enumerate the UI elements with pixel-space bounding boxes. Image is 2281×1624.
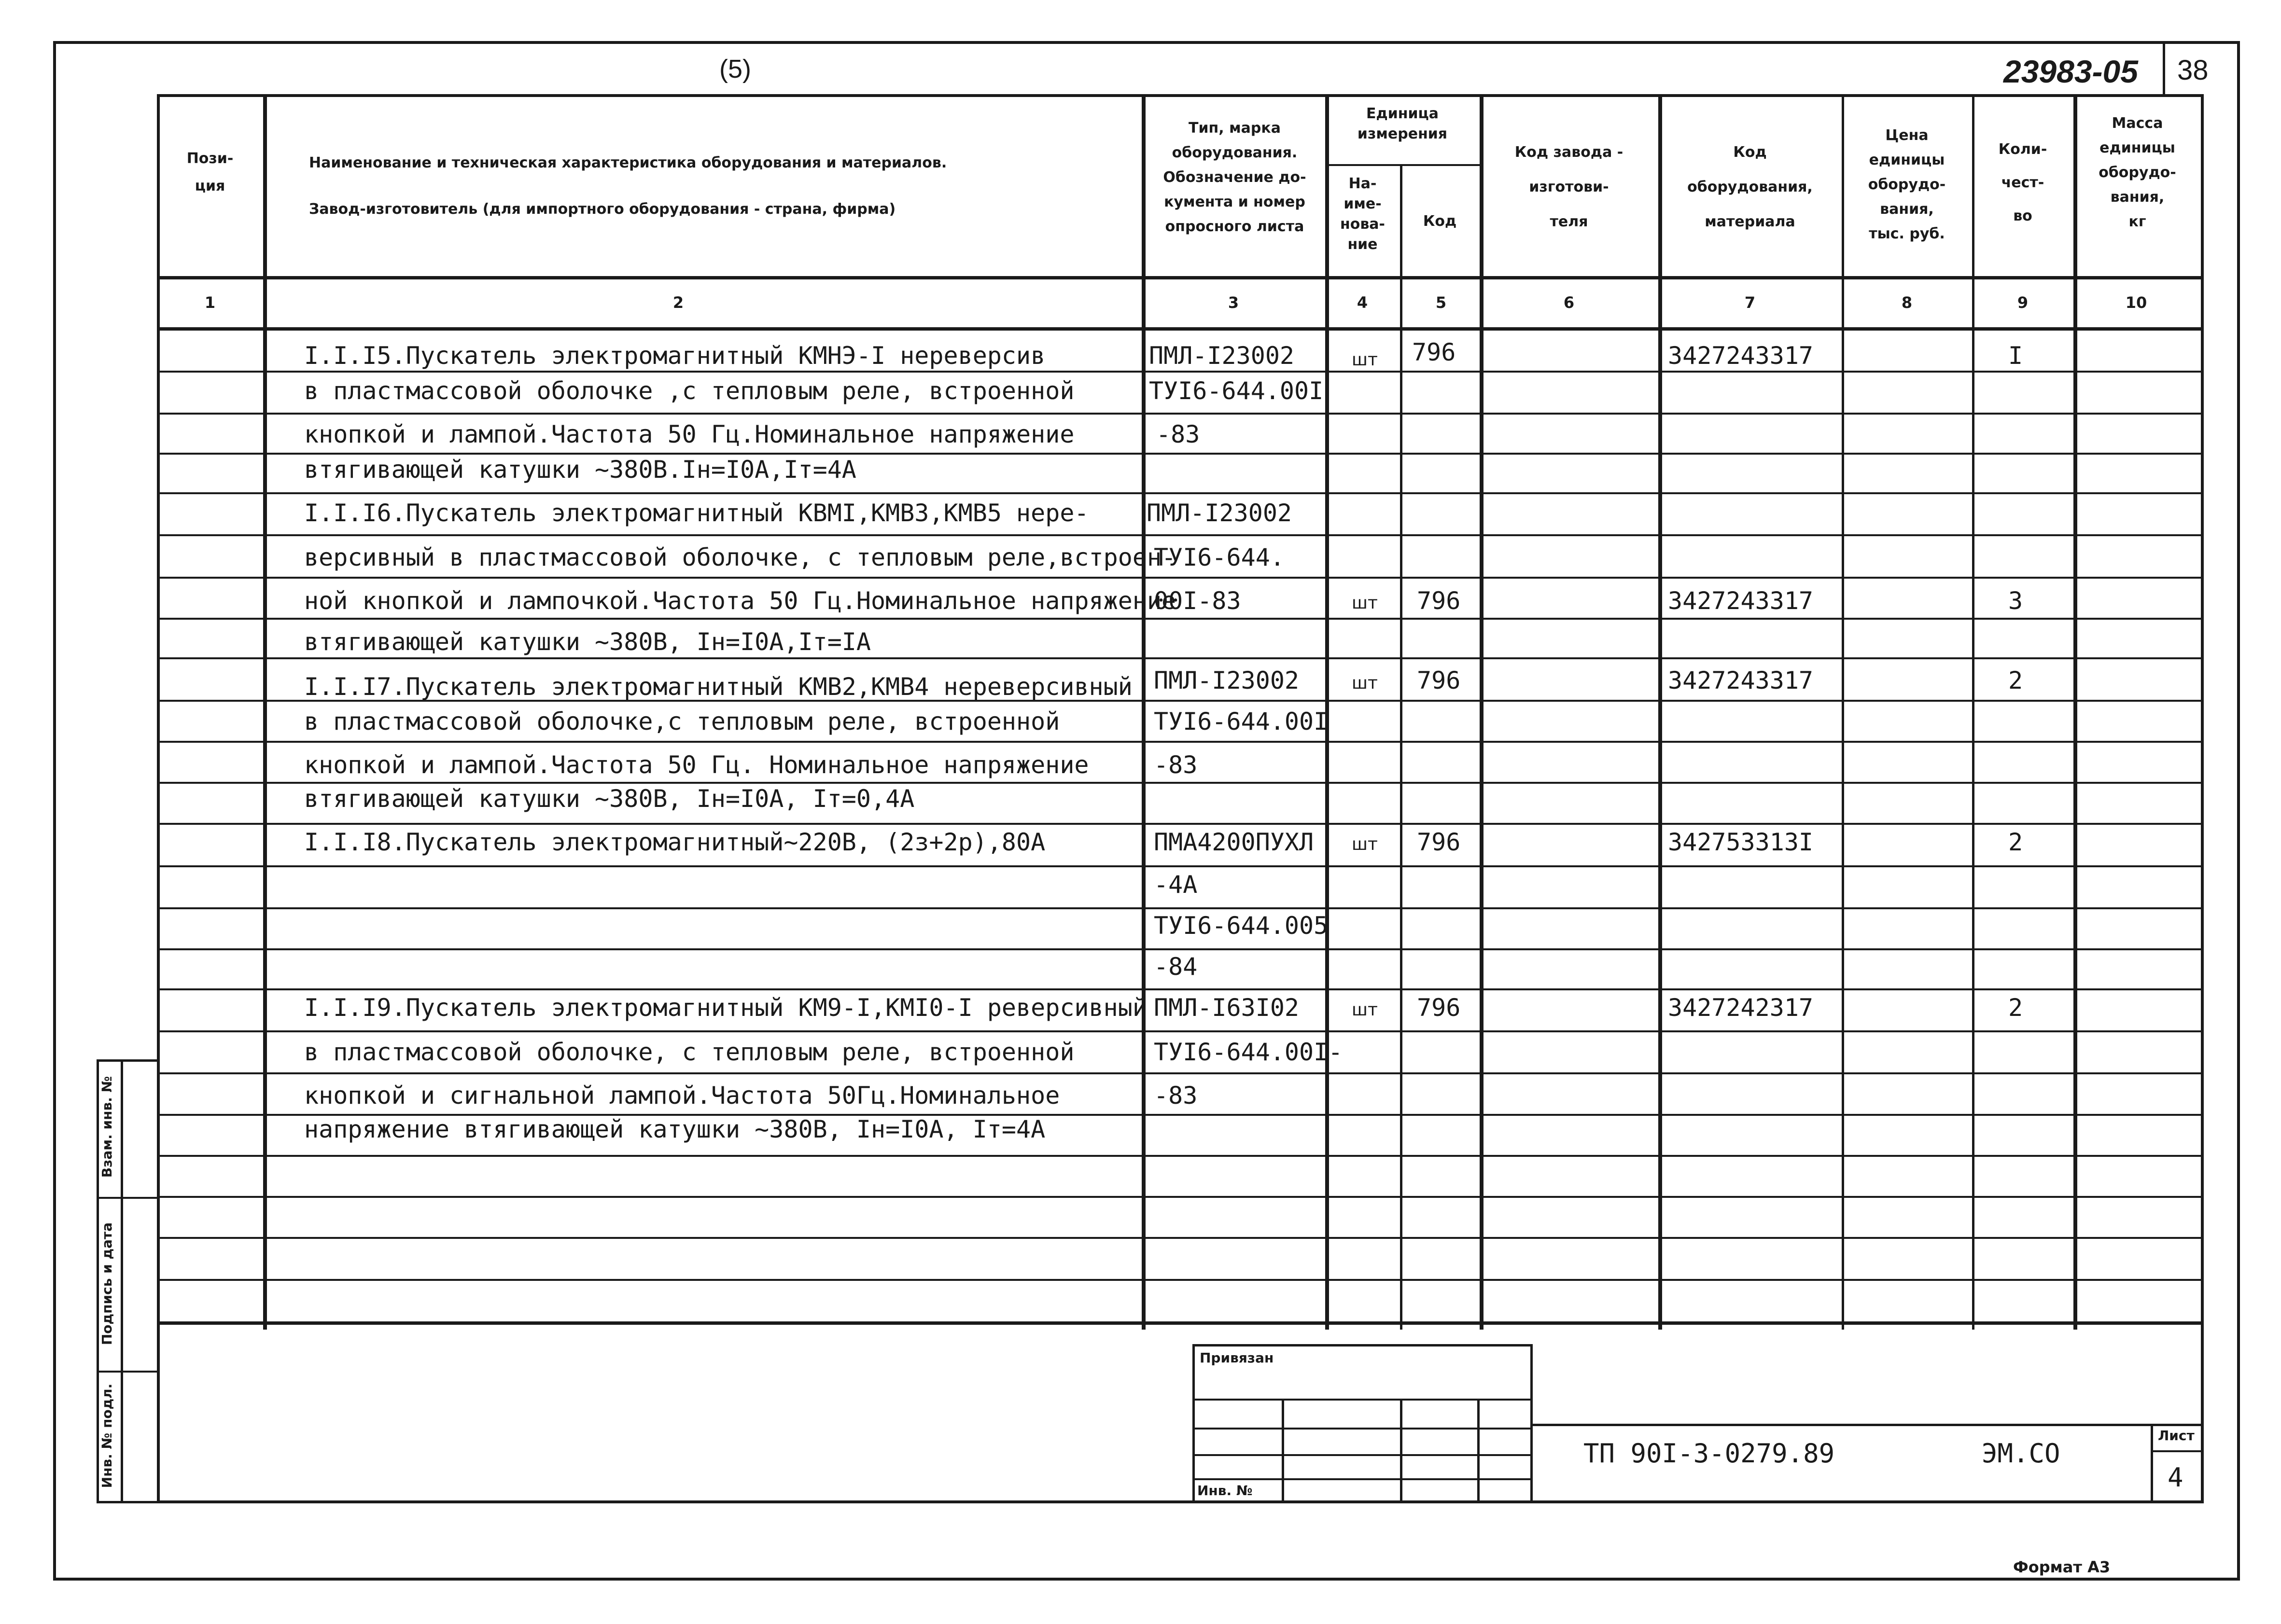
item-unit: шт [1352,673,1378,693]
row-line [157,988,2204,990]
col-number-5: 5 [1435,293,1447,312]
item-name-line: кнопкой и лампой.Частота 50 Гц. Номинальное напряжение [304,751,1089,779]
col-header-type: Тип, марка оборудования. Обозначение до- кумента и номер опросного листа [1163,120,1306,235]
row-line [157,534,2204,536]
item-name-line: кнопкой и сигнальной лампой.Частота 50Гц.Номинальное [304,1082,1060,1110]
item-type: 00I-83 [1154,587,1241,615]
inv-label: Инв. № [1197,1483,1253,1499]
item-type: ТУI6-644.00I- [1154,1038,1343,1066]
colnum-bottom-line [157,327,2204,331]
doc-code: ТП 90I-3-0279.89 [1583,1438,1835,1469]
sheet-corner: 38 [2177,55,2209,86]
side-stamp-divider [97,1197,159,1199]
col-div-6 [1658,94,1662,1330]
row-line [157,371,2204,373]
item-quantity: I [2008,342,2023,370]
col-div-1 [263,94,267,1330]
col-div-9 [2073,94,2077,1330]
corner-divider [2163,43,2165,94]
item-unit-code: 796 [1417,994,1461,1022]
item-type: ТУI6-644.00I [1149,377,1324,405]
linked-divider [1477,1399,1480,1503]
col-number-6: 6 [1563,293,1575,312]
item-unit: шт [1352,350,1378,370]
item-name-line: втягивающей катушки ~380В, Iн=I0А,Iт=IА [304,628,871,656]
item-equipment-code: 3427243317 [1668,666,1814,694]
col-number-2: 2 [672,293,684,312]
unit-group-title: Единица измерения [1357,105,1448,142]
unit-group-line [1325,164,1480,166]
item-name-line: ной кнопкой и лампочкой.Частота 50 Гц.Номинальное напряжение [304,587,1176,615]
side-stamp-signature-date: Подпись и дата [99,1222,115,1346]
item-unit-code: 796 [1417,828,1461,856]
item-unit: шт [1352,1000,1378,1020]
row-line [157,1196,2204,1198]
row-line [157,577,2204,579]
item-equipment-code: 3427242317 [1668,994,1814,1022]
col-div-2 [1142,94,1146,1330]
row-line [157,413,2204,415]
col-div-10 [2201,94,2204,1330]
row-line [157,907,2204,909]
col-number-3: 3 [1228,293,1239,312]
item-type: ПМА4200ПУХЛ [1154,828,1314,856]
side-stamp-inv-original: Инв. № подл. [99,1383,115,1488]
col-header-unit-code: Код [1423,213,1457,230]
row-line [157,1237,2204,1239]
col-header-mass: Масса единицы оборудо- вания, кг [2099,115,2176,230]
format-label: Формат А3 [2013,1558,2111,1576]
table-bottom-line [157,1321,2204,1325]
linked-divider [1400,1399,1402,1503]
item-name-line: в пластмассовой оболочке, с тепловым реле, встроенной [304,1038,1075,1066]
item-unit-code: 796 [1417,587,1461,615]
col-header-price: Цена единицы оборудо- вания, тыс. руб. [1868,127,1946,242]
sheet-divider [2151,1424,2153,1503]
item-type: ПМЛ-I63I02 [1154,994,1300,1022]
header-bottom-line [157,276,2204,279]
stamp-number: 23983-05 [2003,54,2138,89]
col-div-5 [1480,94,1483,1330]
item-name-line: втягивающей катушки ~380В, Iн=I0А, Iт=0,4А [304,785,915,813]
item-unit-code: 796 [1412,338,1456,366]
col-number-1: 1 [204,293,216,312]
row-line [157,1030,2204,1032]
linked-line [1192,1454,1533,1456]
col-div-8 [1972,94,1974,1330]
sheet-number: 4 [2168,1462,2183,1493]
row-line [157,1279,2204,1281]
item-type: ПМЛ-I23002 [1147,499,1292,527]
row-line [157,865,2204,867]
item-type: -83 [1154,1082,1198,1110]
row-line [157,948,2204,950]
item-quantity: 2 [2008,666,2023,694]
item-name-line: I.I.I7.Пускатель электромагнитный КМВ2,КМВ4 нереверсивный [304,673,1133,701]
item-type: ПМЛ-I23002 [1154,666,1300,694]
item-name-line: в пластмассовой оболочке,с тепловым реле, встроенной [304,708,1060,736]
col-header-factory-code: Код завода - изготови- теля [1514,144,1623,230]
linked-line [1192,1428,1533,1430]
item-type: -83 [1156,420,1200,448]
item-unit: шт [1352,834,1378,854]
row-line [157,657,2204,659]
item-type: -4А [1154,871,1198,899]
col-number-4: 4 [1357,293,1368,312]
item-type: -84 [1154,953,1198,981]
linked-line [1192,1478,1533,1480]
linked-line [1192,1399,1533,1401]
linked-label: Привязан [1200,1350,1274,1366]
item-unit: шт [1352,593,1378,613]
item-quantity: 2 [2008,828,2023,856]
item-name-line: I.I.I5.Пускатель электромагнитный КМНЭ-I нереверсив [304,342,1046,370]
col-header-position: Пози- ция [186,150,234,194]
item-unit-code: 796 [1417,666,1461,694]
item-name-line: I.I.I6.Пускатель электромагнитный КВМI,КМВ3,КМВ5 нере- [304,499,1089,527]
item-name-line: напряжение втягивающей катушки ~380В, Iн=I0А, Iт=4А [304,1115,1046,1143]
row-line [157,1072,2204,1074]
side-stamp-inner [121,1059,123,1503]
row-line [157,782,2204,784]
sheet-label: Лист [2158,1428,2195,1444]
col-header-equipment-code: Код оборудования, материала [1687,144,1813,230]
col-header-name: Наименование и техническая характеристика оборудования и материалов. Завод-изготовитель (для импортного оборудования - страна, фирма) [309,154,947,218]
item-name-line: кнопкой и лампой.Частота 50 Гц.Номинальное напряжение [304,420,1075,448]
row-line [157,1155,2204,1157]
item-name-line: I.I.I8.Пускатель электромагнитный~220В, (2з+2р),80А [304,828,1046,856]
row-line [157,492,2204,494]
side-stamp-inv-replaced: Взам. инв. № [99,1076,115,1178]
item-type: -83 [1154,751,1198,779]
item-type: ТУI6-644.00I [1154,708,1329,736]
row-line [157,741,2204,743]
row-line [157,618,2204,620]
col-number-8: 8 [1901,293,1913,312]
page-marker: (5) [719,55,751,83]
item-quantity: 2 [2008,994,2023,1022]
sheet-divider-h [2151,1450,2204,1452]
doc-mark: ЭМ.СО [1982,1438,2060,1469]
col-header-unit-name: На- име- нова- ние [1340,175,1385,253]
item-name-line: версивный в пластмассовой оболочке, с тепловым реле,встроен- [304,543,1176,571]
col-number-10: 10 [2125,293,2147,312]
item-name-line: втягивающей катушки ~380В.Iн=I0А,Iт=4А [304,456,856,484]
item-type: ТУI6-644. [1154,543,1285,571]
item-equipment-code: 3427243317 [1668,587,1814,615]
item-type: ТУI6-644.005 [1154,912,1329,940]
item-quantity: 3 [2008,587,2023,615]
item-name-line: I.I.I9.Пускатель электромагнитный КМ9-I,КМI0-I реверсивный [304,994,1147,1022]
col-number-9: 9 [2017,293,2029,312]
col-header-quantity: Коли- чест- во [1998,141,2047,224]
linked-divider [1282,1399,1284,1503]
row-line [157,453,2204,455]
item-equipment-code: 3427243317 [1668,342,1814,370]
item-equipment-code: 342753313I [1668,828,1814,856]
item-name-line: в пластмассовой оболочке ,с тепловым реле, встроенной [304,377,1075,405]
row-line [157,823,2204,825]
col-div-7 [1842,94,1844,1330]
item-type: ПМЛ-I23002 [1149,342,1295,370]
col-number-7: 7 [1744,293,1756,312]
